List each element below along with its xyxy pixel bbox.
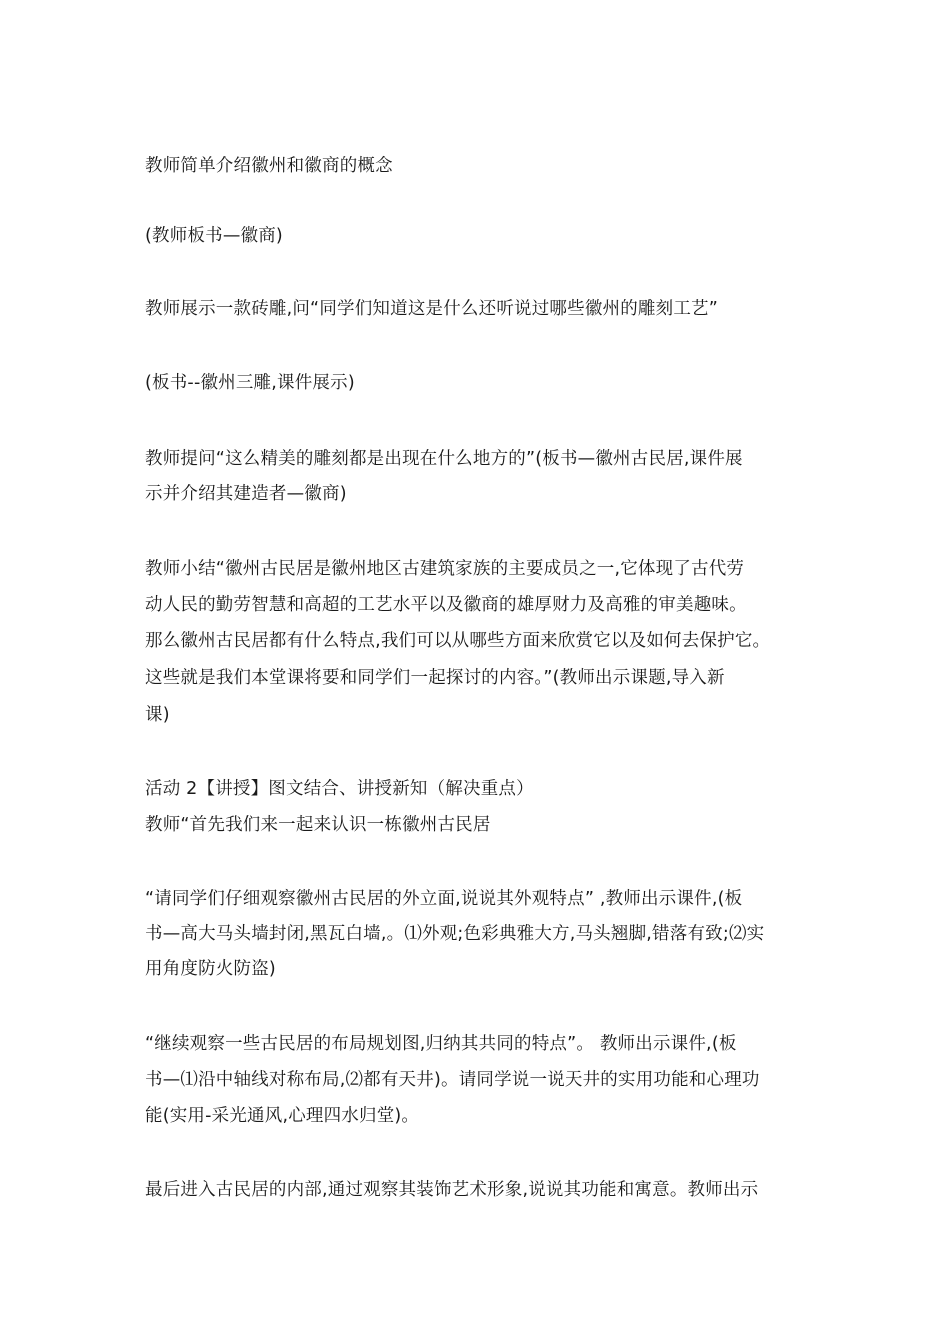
text-line: 教师展示一款砖雕,问“同学们知道这是什么还听说过哪些徽州的雕刻工艺” (145, 299, 718, 319)
text-line: 能(实用-采光通风,心理四水归堂)。 (145, 1106, 420, 1126)
text-line: 教师“首先我们来一起来认识一栋徽州古民居 (145, 815, 491, 835)
section-heading: 活动 2【讲授】图文结合、讲授新知（解决重点） (145, 779, 534, 799)
text-line: 这些就是我们本堂课将要和同学们一起探讨的内容。”(教师出示课题,导入新 (145, 668, 725, 688)
text-line: 那么徽州古民居都有什么特点,我们可以从哪些方面来欣赏它以及如何去保护它。 (145, 631, 771, 651)
text-line: “继续观察一些古民居的布局规划图,归纳其共同的特点”。 教师出示课件,(板 (145, 1034, 737, 1054)
text-line: 用角度防火防盗) (145, 959, 276, 979)
text-line: 教师小结“徽州古民居是徽州地区古建筑家族的主要成员之一,它体现了古代劳 (145, 559, 745, 579)
text-line: 书—高大马头墙封闭,黑瓦白墙,。⑴外观;色彩典雅大方,马头翘脚,错落有致;⑵实 (145, 924, 765, 944)
text-line: 示并介绍其建造者—徽商) (145, 484, 347, 504)
text-line: 最后进入古民居的内部,通过观察其装饰艺术形象,说说其功能和寓意。教师出示 (145, 1180, 759, 1200)
text-line: (教师板书—徽商) (145, 226, 283, 246)
text-line: “请同学们仔细观察徽州古民居的外立面,说说其外观特点” ,教师出示课件,(板 (145, 889, 743, 909)
text-line: 教师提问“这么精美的雕刻都是出现在什么地方的”(板书—徽州古民居,课件展 (145, 449, 743, 469)
text-line: 课) (145, 705, 170, 725)
text-line: 书—⑴沿中轴线对称布局,⑵都有天井)。请同学说一说天井的实用功能和心理功 (145, 1070, 760, 1090)
text-line: 动人民的勤劳智慧和高超的工艺水平以及徽商的雄厚财力及高雅的审美趣味。 (145, 595, 747, 615)
text-line: (板书--徽州三雕,课件展示) (145, 373, 355, 393)
text-line: 教师简单介绍徽州和徽商的概念 (145, 156, 393, 176)
